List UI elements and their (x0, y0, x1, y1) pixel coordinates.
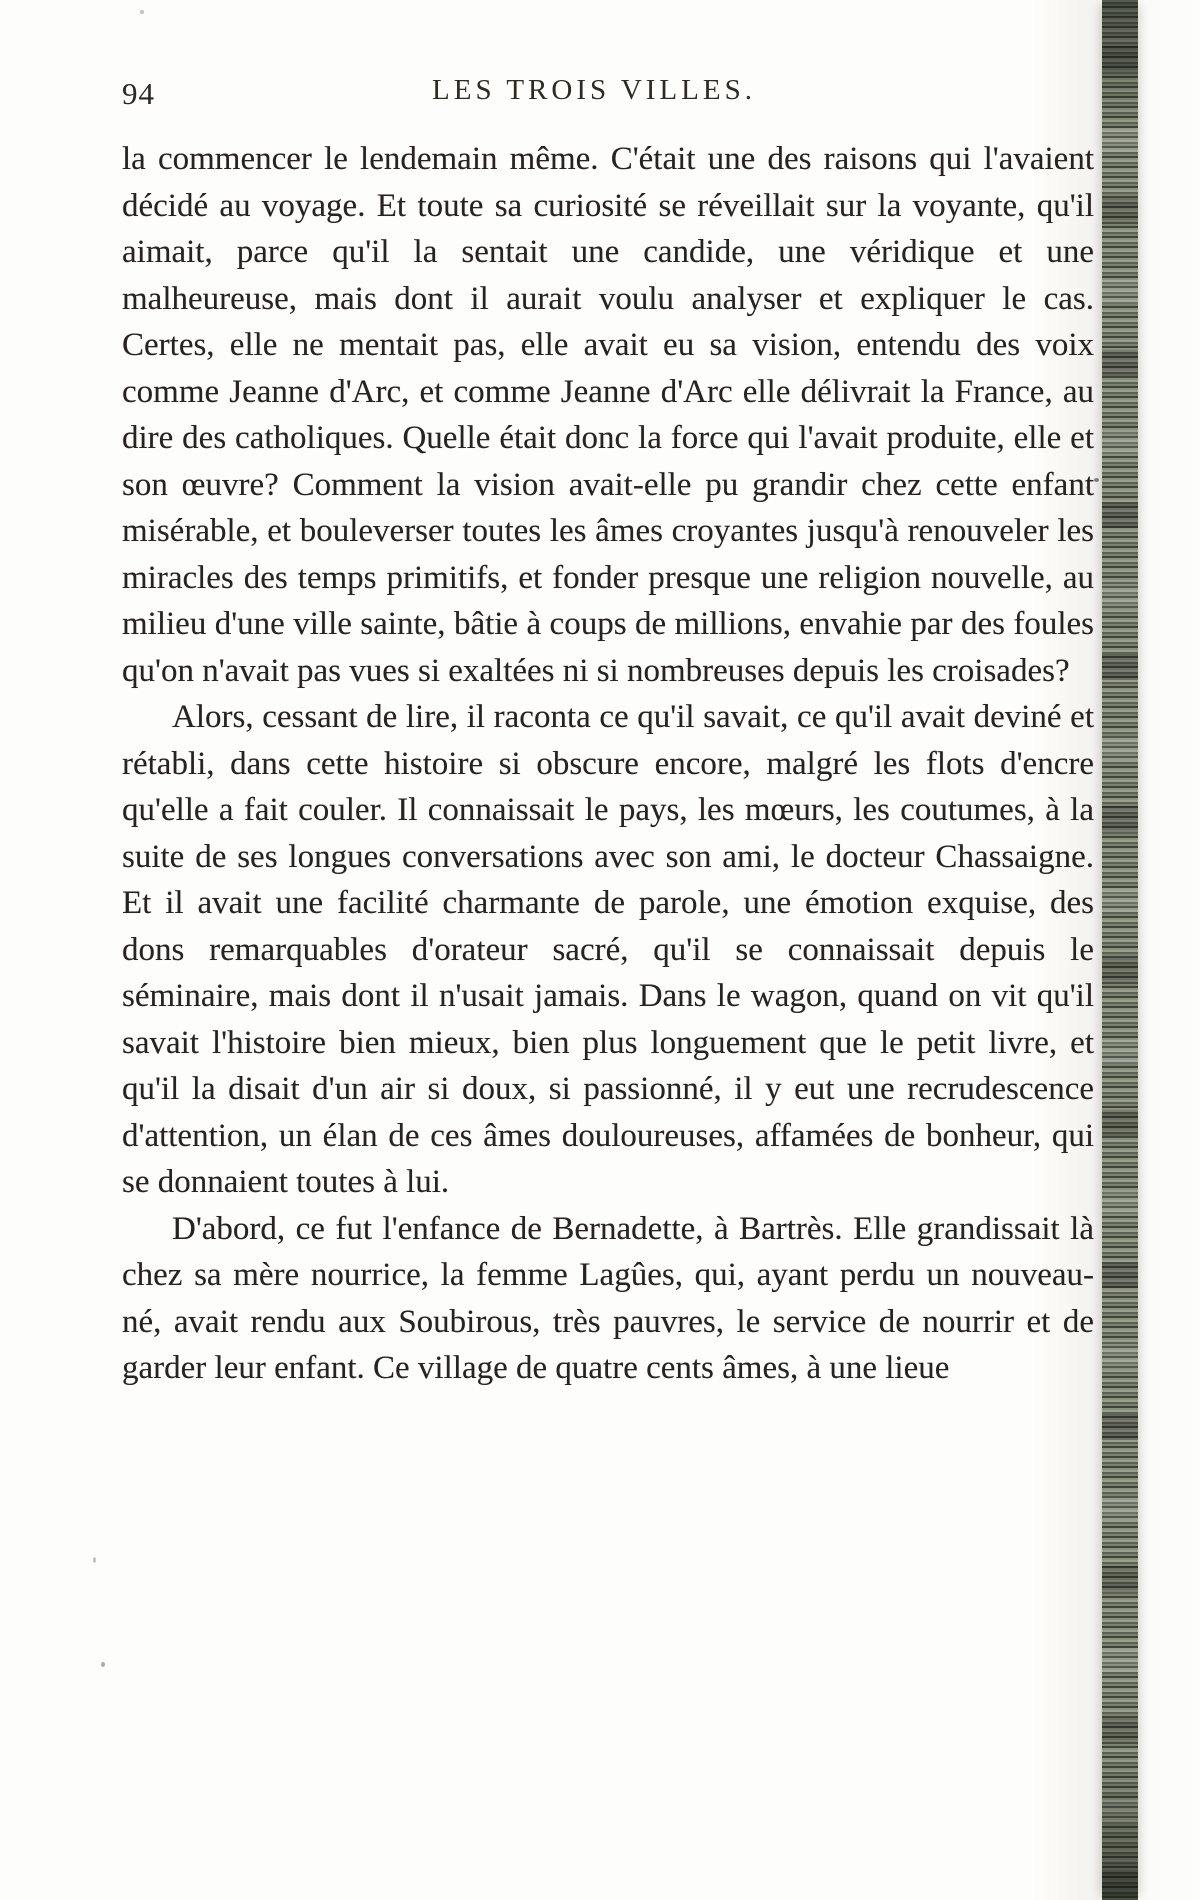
scan-artifact (140, 10, 144, 14)
scan-edge-band (1102, 0, 1138, 1900)
paragraph-continuation: la commencer le lendemain même. C'était une des raisons qui l'avaient décidé au voyage. Et toute sa curiosité se réveillait sur la voyante, qu'il aimait, parce qu'il la sentait une candide, une véridique et une malheureuse, mais dont il aurait voulu analyser et expliquer le cas. Certes, elle ne mentait pas, elle avait eu sa vision, entendu des voix comme Jeanne d'Arc, et comme Jeanne d'Arc elle délivrait la France, au dire des catholiques. Quelle était donc la force qui l'avait produite, elle et son œuvre? Comment la vision avait-elle pu grandir chez cette enfant misérable, et bouleverser toutes les âmes croyantes jusqu'à renouveler les miracles des temps primitifs, et fonder presque une religion nouvelle, au milieu d'une ville sainte, bâtie à coups de millions, envahie par des foules qu'on n'avait pas vues si exaltées ni si nombreuses depuis les croisades? (122, 141, 1094, 689)
page-body (122, 136, 1094, 1392)
page-number: 94 (122, 76, 155, 111)
running-title: LES TROIS VILLES. (432, 74, 756, 106)
page-header (122, 74, 1094, 118)
paragraph: D'abord, ce fut l'enfance de Bernadette, à Bartrès. Elle grandissait là chez sa mère nourrice, la femme Lagûes, qui, ayant perdu un nouveau-né, avait rendu aux Soubirous, très pauvres, le service de nourrir et de garder leur enfant. Ce village de quatre cents âmes, à une lieue (122, 1210, 1094, 1386)
scan-artifact (1094, 478, 1099, 482)
scan-artifact (93, 1557, 96, 1563)
paragraph: Alors, cessant de lire, il raconta ce qu'il savait, ce qu'il avait deviné et rétabli, dans cette histoire si obscure encore, malgré les flots d'encre qu'elle a fait couler. Il connaissait le pays, les mœurs, les coutumes, à la suite de ses longues conversations avec son ami, le docteur Chassaigne. Et il avait une facilité charmante de parole, une émotion exquise, des dons remarquables d'orateur sacré, qu'il se connaissait depuis le séminaire, mais dont il n'usait jamais. Dans le wagon, quand on vit qu'il savait l'histoire bien mieux, bien plus longuement que le petit livre, et qu'il la disait d'un air si doux, si passionné, il y eut une recrudescence d'attention, un élan de ces âmes douloureuses, affamées de bonheur, qui se donnaient toutes à lui. (122, 699, 1094, 1200)
scan-artifact (101, 1662, 105, 1667)
